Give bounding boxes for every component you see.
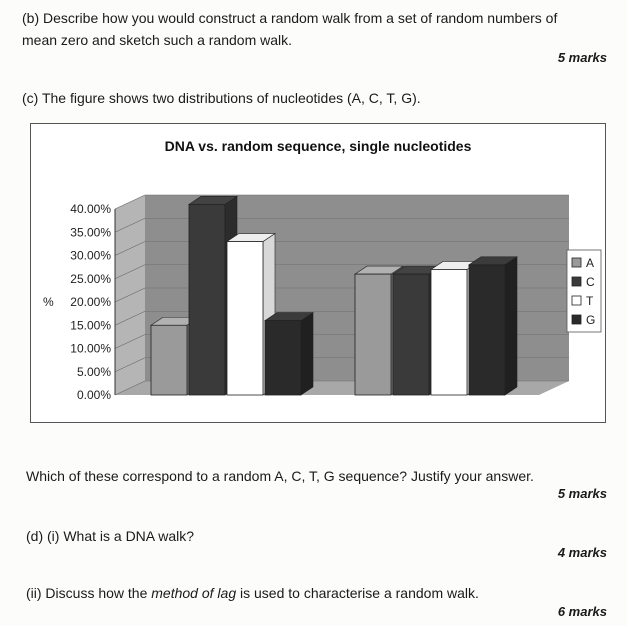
bar-a-group-1 — [151, 325, 187, 395]
y-tick-label: 15.00% — [70, 318, 111, 333]
question-c-intro: (c) The figure shows two distributions of nucleotides (A, C, T, G). — [22, 90, 421, 106]
chart-svg — [31, 124, 605, 422]
question-c-marks: 5 marks — [557, 486, 607, 501]
part-ii-suffix: is used to characterise a random walk. — [236, 585, 479, 601]
legend-swatch — [572, 277, 581, 286]
part-ii-prefix: (ii) Discuss how the — [26, 585, 152, 601]
bar-g-group-2 — [469, 265, 505, 395]
bar-g-group-1 — [265, 321, 301, 395]
chart-title: DNA vs. random sequence, single nucleotides — [164, 138, 472, 154]
question-b-line1: (b) Describe how you would construct a random walk from a set of random numbers of — [22, 10, 558, 26]
y-tick-label: 0.00% — [76, 388, 111, 402]
legend-swatch — [572, 296, 581, 305]
legend-label: C — [586, 275, 595, 289]
y-tick-label: 30.00% — [70, 248, 111, 263]
legend-label: G — [586, 313, 596, 327]
y-tick-label: 5.00% — [76, 364, 111, 379]
legend-swatch — [572, 258, 581, 267]
y-axis-label: % — [43, 295, 54, 309]
question-c-question: Which of these correspond to a random A, C, T, G sequence? Justify your answer. — [26, 468, 534, 484]
bar-side — [505, 257, 517, 395]
question-b-marks: 5 marks — [557, 50, 607, 65]
y-tick-label: 35.00% — [70, 225, 111, 240]
bar-t-group-2 — [431, 269, 467, 395]
part-ii-italic: method of lag — [151, 585, 237, 601]
y-tick-label: 40.00% — [70, 202, 111, 216]
question-d-part-ii-marks: 6 marks — [557, 604, 607, 619]
legend-label: A — [586, 256, 595, 270]
bar-side — [301, 313, 313, 395]
legend-label: T — [586, 294, 594, 308]
question-d-part-i: (d) (i) What is a DNA walk? — [26, 528, 195, 544]
question-d-part-i-marks: 4 marks — [557, 545, 607, 560]
chart-frame — [30, 123, 606, 423]
bar-a-group-2 — [355, 274, 391, 395]
question-d-part-ii — [26, 585, 479, 601]
legend-swatch — [572, 315, 581, 324]
bar-c-group-2 — [393, 274, 429, 395]
y-tick-label: 20.00% — [70, 295, 111, 309]
question-b-line2: mean zero and sketch such a random walk. — [22, 32, 293, 48]
bar-c-group-1 — [189, 204, 225, 395]
y-tick-label: 10.00% — [70, 341, 111, 356]
bar-t-group-1 — [227, 242, 263, 395]
y-tick-label: 25.00% — [70, 271, 111, 286]
